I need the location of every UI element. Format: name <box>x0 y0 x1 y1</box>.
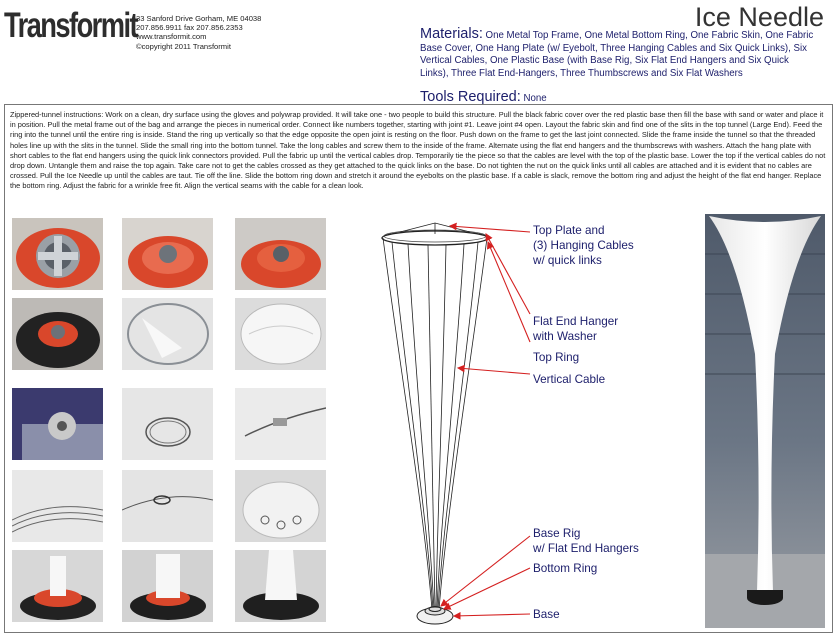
label-base-rig-line1: Base Rig <box>533 527 581 540</box>
company-copyright: ©copyright 2011 Transformit <box>136 41 231 51</box>
tools-section <box>420 89 547 105</box>
label-top-plate-line3: w/ quick links <box>533 254 602 267</box>
company-website: www.transformit.com <box>136 32 207 42</box>
tools-heading: Tools Required: <box>420 89 521 105</box>
logo-text: Transformit <box>4 6 138 45</box>
assembly-instructions: Zippered-tunnel instructions: Work on a clean, dry surface using the gloves and polywrap provided. It will take one - two people to build this structure. Pull the black fabric cover over the red plastic base then fill the base with sand or water and place it in position. Pull the metal frame out of the bag and arrange the pieces in numerical order. Connect like numbers together, starting with joint #1. Leave joint #4 open. Layout the fabric skin and find one of the slits in the top tunnel (Large End). Feed the ring into the tunnel until the entire ring is inside. Stand the ring up vertically so that the edge opposite the open joint is resting on the floor. Push down on the frame to get the last joint connected. Slide the frame inside the tunnel so that the threaded holes line up with the slits in the tunnel. Slide the small ring into the bottom tunnel. Take the long cables and screw them to the inside of the frame. Alternate using the flat end hangers and the thumbscrews with washers. Attach the hang plate with short cables to the flat end hangers using the quick link connectors provided. Pull the fabric up until the vertical cables drop. Temporarily tie the piece so that the cables are level with the top of the plastic base. Lower the top if the vertical cables do not drop down. Untangle them and raise the top again. Take care not to get the cables crossed as they get attached to the quick links on the base. Do not tighten the nut on the quick links until all cables are attached and it is evident that no cables are crossed. Pull the Ice Needle up until the cables are taut. Tie off the line. Slide the bottom ring down and stretch it around the eyebolts on the plastic base. If a cable is slack, remove the bottom ring and adjust the height of the flat end hanger. Replace the bottom ring. Adjust the fabric for a wrinkle free fit. Align the vertical seams with the cable for a clean look. <box>10 110 826 191</box>
materials-section <box>420 28 820 80</box>
photo-fabric-attached-3 <box>235 550 326 622</box>
company-address: 33 Sanford Drive Gorham, ME 04038 <box>136 14 262 23</box>
photo-quick-link <box>122 470 213 542</box>
materials-text: One Metal Top Frame, One Metal Bottom Ring, One Fabric Skin, One Fabric Base Cover, One Hang Plate (w/ Eyebolt, Three Hanging Cables and Six Quick Links), Six Vertical Cables, One Plastic Base (with Base Rig, Six Flat End Hangers and Six Quick Links), Three Flat End-Hangers, Three Thumbscrews and Six Flat Washers <box>420 30 814 79</box>
label-top-plate-line1: Top Plate and <box>533 224 605 237</box>
photo-base-plate-cables <box>235 470 326 542</box>
label-base-rig-line2: w/ Flat End Hangers <box>533 542 639 555</box>
photo-cable-coil <box>122 388 213 460</box>
materials-heading: Materials: <box>420 26 483 42</box>
photo-fabric-attached-1 <box>12 550 103 622</box>
label-top-plate <box>533 223 634 268</box>
label-vertical-cable: Vertical Cable <box>533 373 606 386</box>
label-top-plate-line2: (3) Hanging Cables <box>533 239 634 252</box>
label-bottom-ring: Bottom Ring <box>533 562 598 575</box>
label-top-ring: Top Ring <box>533 351 580 364</box>
photo-finished-ice-needle <box>705 214 825 628</box>
photo-fabric-with-ring <box>235 298 326 370</box>
photo-base-red-frame <box>12 218 103 290</box>
transformit-logo <box>4 4 138 52</box>
tools-text: None <box>520 93 547 104</box>
photo-hang-plate-on-rug <box>12 388 103 460</box>
photo-cables-on-fabric <box>12 470 103 542</box>
photo-fabric-attached-2 <box>122 550 213 622</box>
label-flat-end-line1: Flat End Hanger <box>533 315 619 328</box>
label-flat-end-hanger <box>533 314 618 344</box>
label-flat-end-line2: with Washer <box>533 330 597 343</box>
photo-base-top-view <box>122 218 213 290</box>
photo-base-angled <box>235 218 326 290</box>
ice-needle-diagram <box>340 218 690 632</box>
company-info <box>136 14 261 51</box>
photo-base-cover-on <box>12 298 103 370</box>
label-base: Base <box>533 608 560 621</box>
label-base-rig <box>533 526 639 556</box>
photo-metal-ring-on-fabric <box>122 298 213 370</box>
company-phone-fax: 207.856.9911 fax 207.856.2353 <box>136 23 243 33</box>
page-title: Ice Needle <box>694 2 824 32</box>
photo-flat-end-hanger <box>235 388 326 460</box>
